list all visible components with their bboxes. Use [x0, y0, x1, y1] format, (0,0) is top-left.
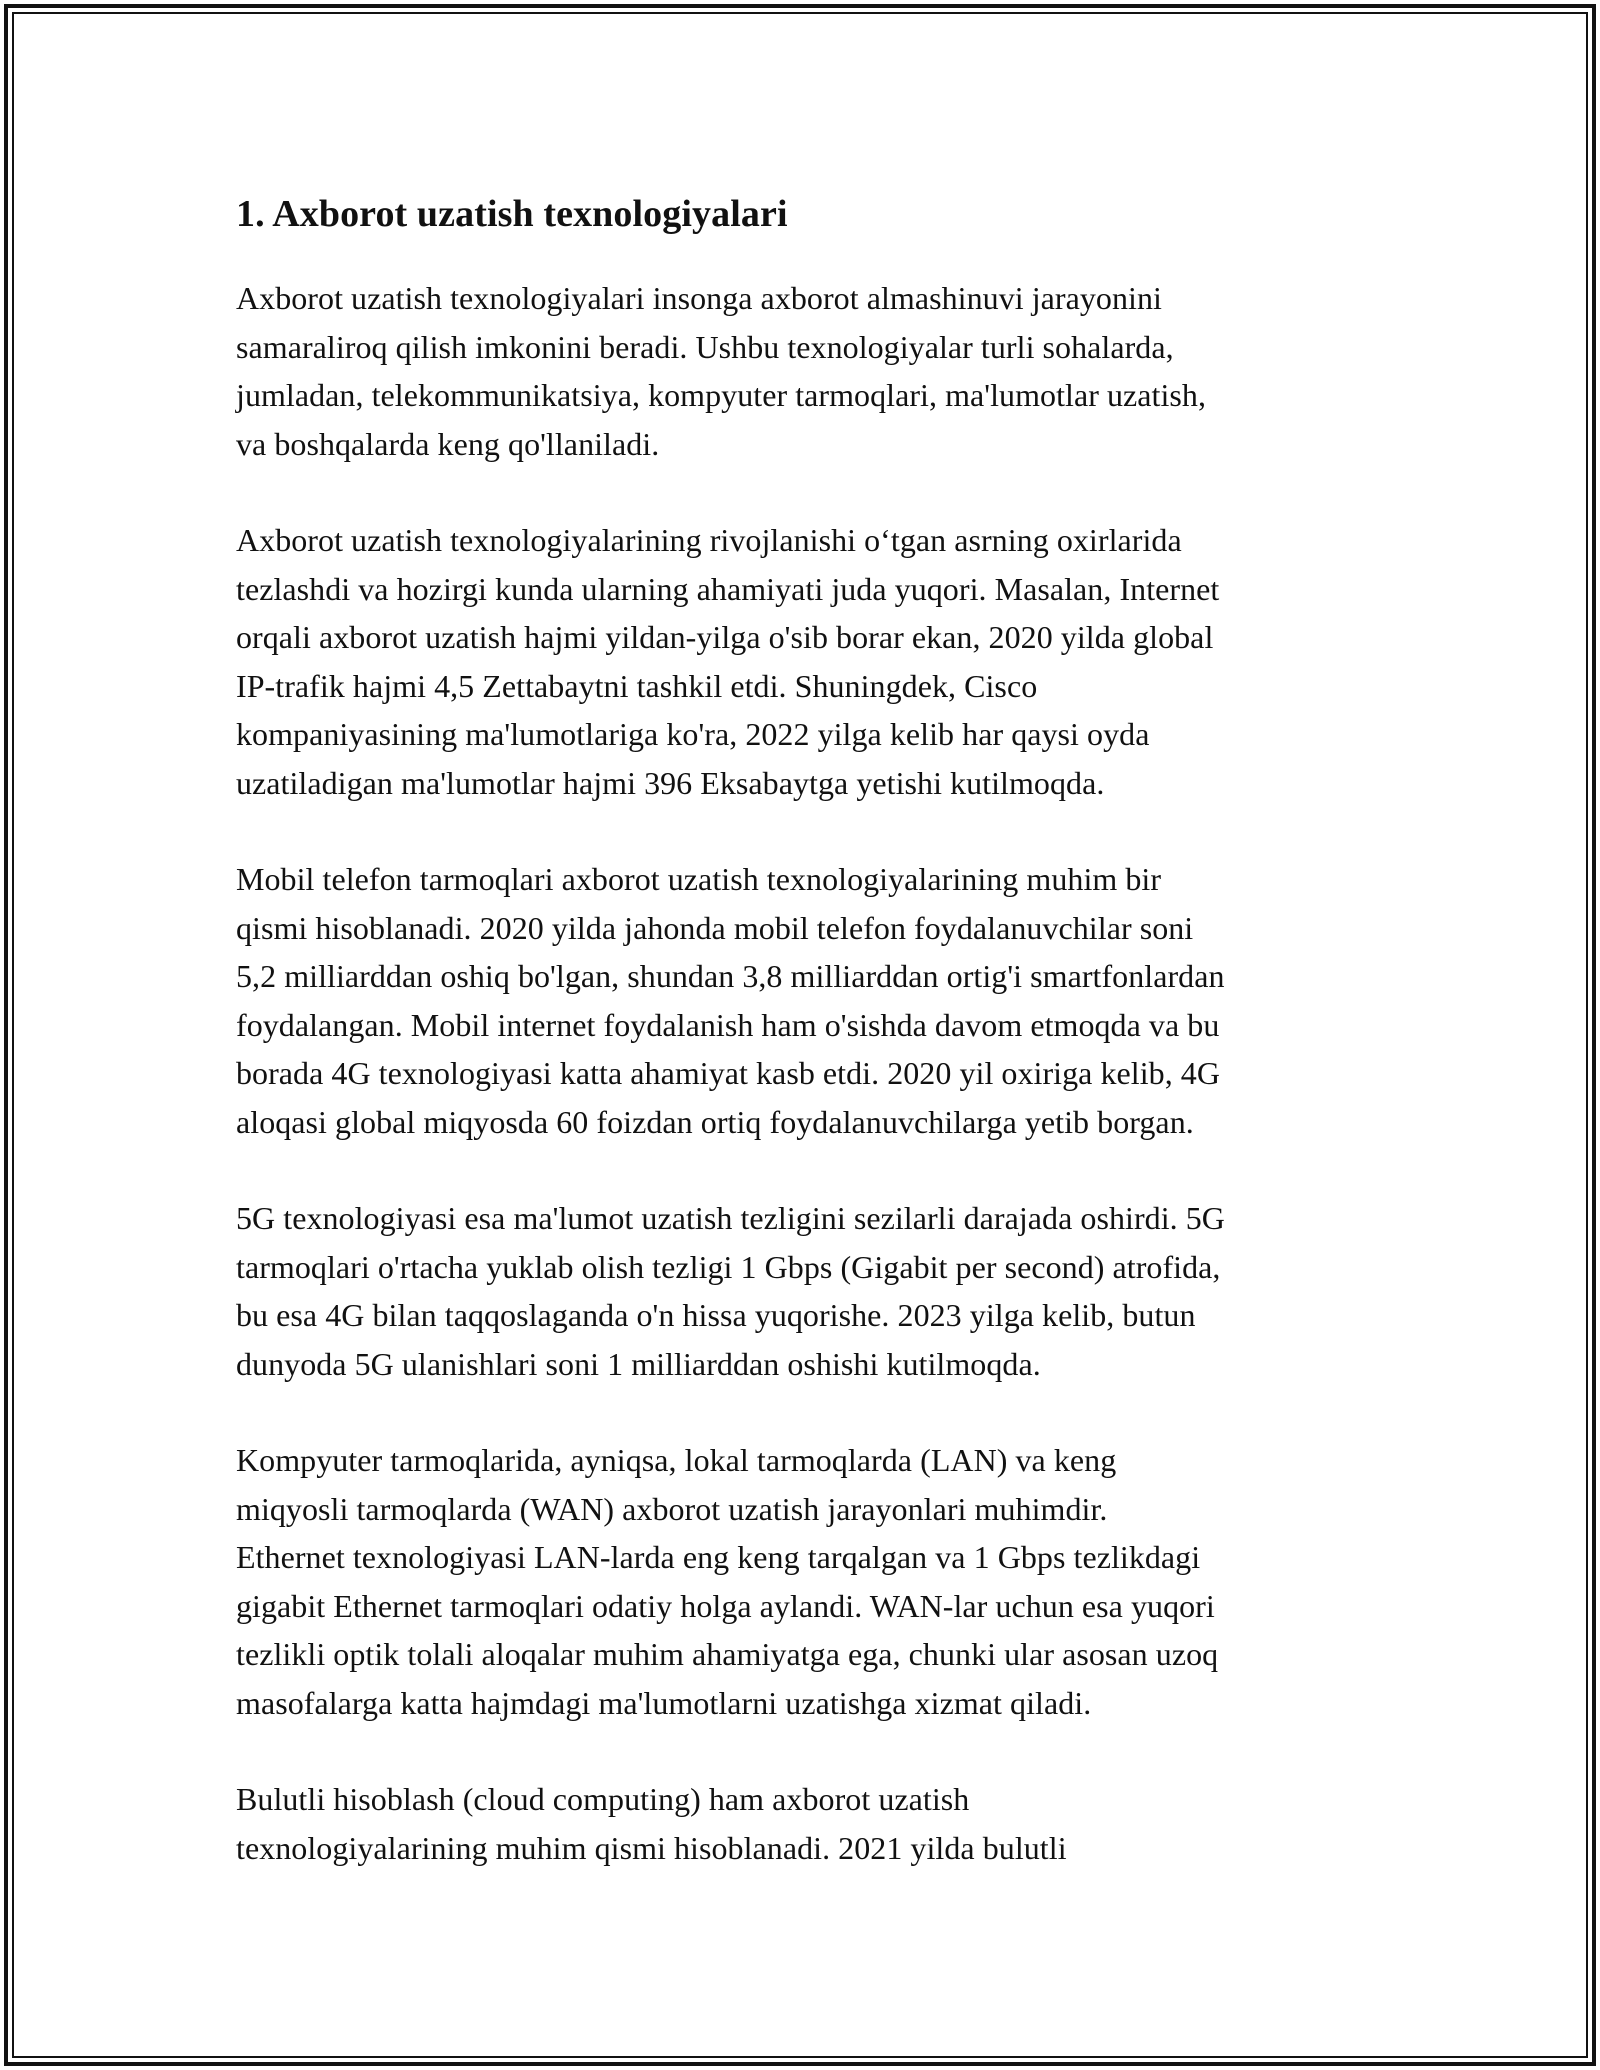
text-line: masofalarga katta hajmdagi ma'lumotlarni uzatishga xizmat qiladi.	[236, 1684, 1092, 1721]
text-line: gigabit Ethernet tarmoqlari odatiy holga aylandi. WAN-lar uchun esa yuqori	[236, 1587, 1215, 1624]
paragraph-intro	[236, 274, 1366, 468]
text-line: uzatiladigan ma'lumotlar hajmi 396 Eksabaytga yetishi kutilmoqda.	[236, 764, 1105, 801]
text-line: dunyoda 5G ulanishlari soni 1 milliarddan oshishi kutilmoqda.	[236, 1345, 1041, 1382]
document-body	[236, 188, 1366, 1920]
paragraph-5g	[236, 1194, 1366, 1388]
text-line: Kompyuter tarmoqlarida, ayniqsa, lokal tarmoqlarda (LAN) va keng	[236, 1442, 1117, 1478]
text-line: kompaniyasining ma'lumotlariga ko'ra, 2022 yilga kelib har qaysi oyda	[236, 716, 1150, 752]
text-line: Axborot uzatish texnologiyalari insonga axborot almashinuvi jarayonini	[236, 280, 1162, 316]
text-line: IP-trafik hajmi 4,5 Zettabaytni tashkil etdi. Shuningdek, Cisco	[236, 667, 1038, 704]
text-line: tezlikli optik tolali aloqalar muhim ahamiyatga ega, chunki ular asosan uzoq	[236, 1636, 1219, 1672]
text-line: borada 4G texnologiyasi katta ahamiyat kasb etdi. 2020 yil oxiriga kelib, 4G	[236, 1055, 1221, 1091]
text-line: foydalangan. Mobil internet foydalanish ham o'sishda davom etmoqda va bu	[236, 1006, 1220, 1043]
paragraph-cloud-computing	[236, 1775, 1366, 1872]
text-line: bu esa 4G bilan taqqoslaganda o'n hissa yuqorishe. 2023 yilga kelib, butun	[236, 1297, 1196, 1333]
text-line: qismi hisoblanadi. 2020 yilda jahonda mobil telefon foydalanuvchilar soni	[236, 909, 1194, 946]
text-line: Mobil telefon tarmoqlari axborot uzatish texnologiyalarining muhim bir	[236, 861, 1162, 897]
paragraph-computer-networks	[236, 1436, 1366, 1727]
paragraph-development	[236, 516, 1366, 807]
text-line: samaraliroq qilish imkonini beradi. Ushbu texnologiyalar turli sohalarda,	[236, 328, 1174, 365]
text-line: tarmoqlari o'rtacha yuklab olish tezligi 1 Gbps (Gigabit per second) atrofida,	[236, 1248, 1221, 1285]
paragraph-mobile-networks	[236, 855, 1366, 1146]
text-line: aloqasi global miqyosda 60 foizdan ortiq foydalanuvchilarga yetib borgan.	[236, 1103, 1194, 1140]
section-heading: 1. Axborot uzatish texnologiyalari	[236, 193, 788, 235]
text-line: Bulutli hisoblash (cloud computing) ham axborot uzatish	[236, 1781, 970, 1817]
text-line: jumladan, telekommunikatsiya, kompyuter tarmoqlari, ma'lumotlar uzatish,	[236, 377, 1207, 413]
text-line: orqali axborot uzatish hajmi yildan-yilga o'sib borar ekan, 2020 yilda global	[236, 619, 1214, 655]
text-line: va boshqalarda keng qo'llaniladi.	[236, 425, 660, 462]
text-line: Ethernet texnologiyasi LAN-larda eng keng tarqalgan va 1 Gbps tezlikdagi	[236, 1539, 1201, 1575]
text-line: miqyosli tarmoqlarda (WAN) axborot uzatish jarayonlari muhimdir.	[236, 1490, 1108, 1527]
text-line: 5G texnologiyasi esa ma'lumot uzatish tezligini sezilarli darajada oshirdi. 5G	[236, 1200, 1225, 1236]
text-line: tezlashdi va hozirgi kunda ularning ahamiyati juda yuqori. Masalan, Internet	[236, 570, 1220, 607]
text-line: 5,2 milliarddan oshiq bo'lgan, shundan 3,8 milliarddan ortig'i smartfonlardan	[236, 958, 1225, 994]
text-line: texnologiyalarining muhim qismi hisoblanadi. 2021 yilda bulutli	[236, 1829, 1067, 1866]
text-line: Axborot uzatish texnologiyalarining rivojlanishi o‘tgan asrning oxirlarida	[236, 522, 1182, 558]
